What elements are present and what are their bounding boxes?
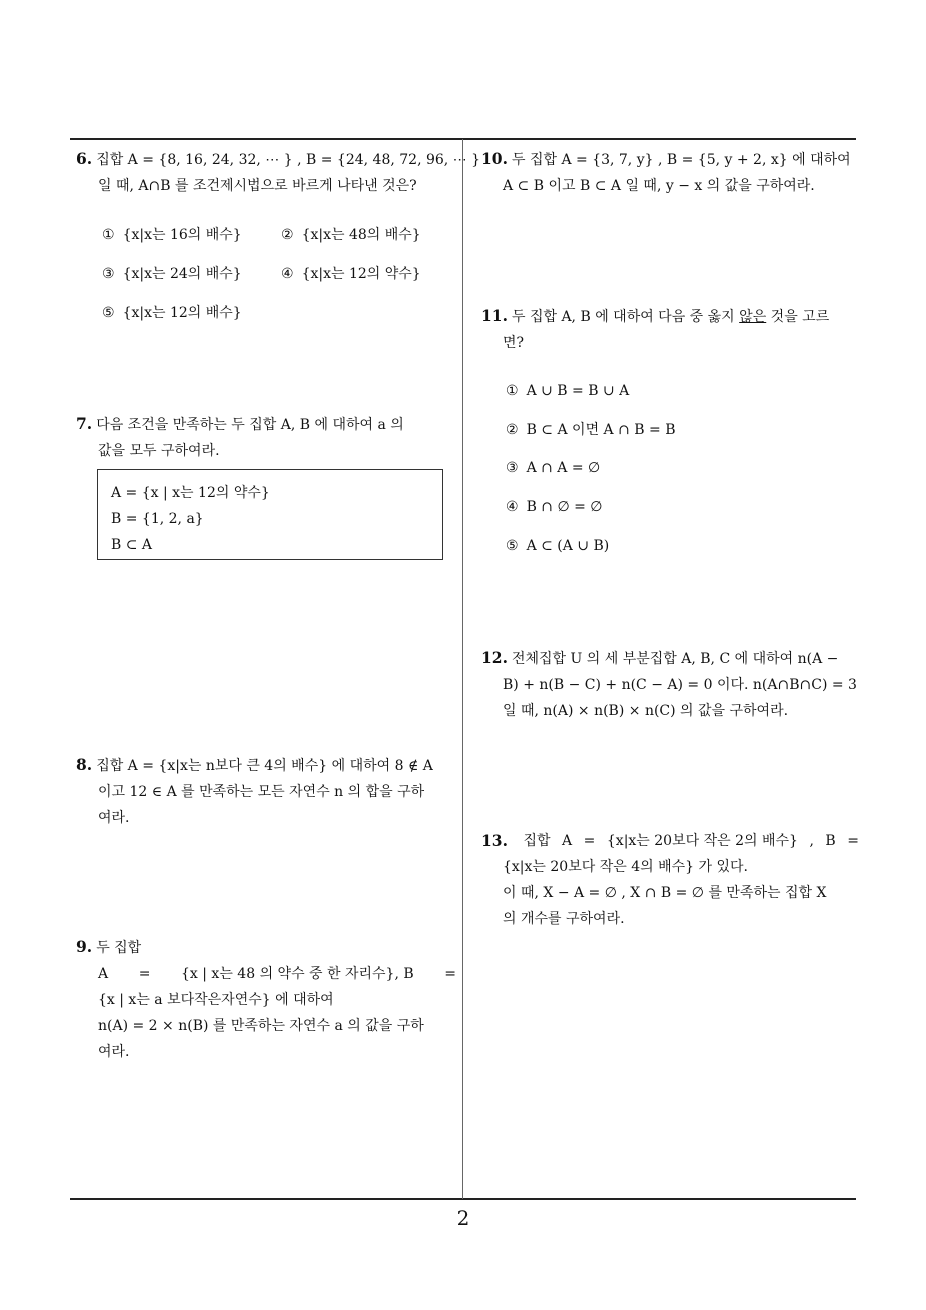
choice-text: {x|x는 16의 배수} xyxy=(122,227,242,243)
problem-number: 10. xyxy=(481,149,508,168)
choice-mark: ② xyxy=(281,227,294,243)
choice-mark: ④ xyxy=(506,499,519,515)
problem-text: 집합 A = {x|x는 n보다 큰 4의 배수} 에 대하여 8 ∉ A xyxy=(96,758,433,774)
choice-mark: ③ xyxy=(102,266,115,282)
problem-text: 두 집합 A = {3, 7, y} , B = {5, y + 2, x} 에 대하여 xyxy=(511,152,851,168)
problem-text: n(A) = 2 × n(B) 를 만족하는 자연수 a 의 값을 구하 xyxy=(98,1018,424,1034)
problem-number: 11. xyxy=(481,306,508,325)
text-part: = xyxy=(847,833,859,849)
problem-text: 두 집합 A, B 에 대하여 다음 중 옳지 xyxy=(511,309,740,325)
text-part: = xyxy=(138,966,151,982)
choice-4 xyxy=(281,263,421,285)
choice-text: {x|x는 24의 배수} xyxy=(122,266,242,282)
problem-text: 다음 조건을 만족하는 두 집합 A, B 에 대하여 a 의 xyxy=(96,417,404,433)
condition-line: A = {x | x는 12의 약수} xyxy=(111,485,270,501)
choice-mark: ② xyxy=(506,422,519,438)
text-part: B xyxy=(825,833,836,849)
problem-number: 9. xyxy=(76,937,93,956)
problem-text: 면? xyxy=(503,335,525,351)
problem-number: 6. xyxy=(76,149,93,168)
problem-text: 값을 모두 구하여라. xyxy=(98,443,220,459)
condition-line: B = {1, 2, a} xyxy=(111,511,204,527)
choice-text: B ∩ ∅ = ∅ xyxy=(526,499,603,515)
problem-9 xyxy=(76,934,456,1065)
text-part: , xyxy=(809,833,814,849)
problem-text: A ⊂ B 이고 B ⊂ A 일 때, y − x 의 값을 구하여라. xyxy=(503,178,815,194)
choice-text: {x|x는 48의 배수} xyxy=(301,227,421,243)
choice-4 xyxy=(506,496,603,518)
text-part: = xyxy=(583,833,596,849)
choice-1 xyxy=(506,380,629,402)
choice-2 xyxy=(506,419,676,441)
problem-text: 전체집합 U 의 세 부분집합 A, B, C 에 대하여 n(A − xyxy=(511,651,839,667)
choice-mark: ⑤ xyxy=(102,305,115,321)
choice-text: {x|x는 12의 약수} xyxy=(301,266,421,282)
problem-text: B) + n(B − C) + n(C − A) = 0 이다. n(A∩B∩C) = 3 xyxy=(503,677,857,693)
problem-13 xyxy=(481,828,859,932)
page-number: 2 xyxy=(456,1206,470,1230)
problem-number: 7. xyxy=(76,414,93,433)
problem-text-justified xyxy=(481,828,859,854)
choice-text: {x|x는 12의 배수} xyxy=(122,305,242,321)
problem-text: 일 때, A∩B 를 조건제시법으로 바르게 나타낸 것은? xyxy=(98,178,417,194)
problem-number: 13. xyxy=(481,831,508,850)
choice-mark: ④ xyxy=(281,266,294,282)
bottom-rule xyxy=(70,1198,856,1200)
choice-2 xyxy=(281,224,421,246)
condition-box xyxy=(97,469,443,560)
problem-text: 이고 12 ∈ A 를 만족하는 모든 자연수 n 의 합을 구하 xyxy=(98,784,425,800)
problem-text: 두 집합 xyxy=(96,940,142,956)
text-part: = xyxy=(444,966,456,982)
choice-5 xyxy=(102,302,242,324)
problem-text: 여라. xyxy=(98,1044,130,1060)
text-part: {x | x는 48 의 약수 중 한 자리수}, B xyxy=(181,966,414,982)
text-part: 집합 xyxy=(523,833,551,849)
choice-text: A ∪ B = B ∪ A xyxy=(526,383,630,399)
choice-mark: ③ xyxy=(506,460,519,476)
choice-text: B ⊂ A 이면 A ∩ B = B xyxy=(526,422,676,438)
problem-text: {x | x는 a 보다작은자연수} 에 대하여 xyxy=(98,992,334,1008)
choice-mark: ⑤ xyxy=(506,538,519,554)
column-divider xyxy=(462,139,463,1199)
problem-number: 12. xyxy=(481,648,508,667)
choice-3 xyxy=(506,457,600,479)
choice-text: A ⊂ (A ∪ B) xyxy=(526,538,610,554)
problem-text: 여라. xyxy=(98,810,130,826)
choice-text: A ∩ A = ∅ xyxy=(526,460,601,476)
problem-12 xyxy=(481,645,857,724)
top-rule xyxy=(70,138,856,140)
underlined-word: 않은 xyxy=(739,309,767,325)
problem-text: 일 때, n(A) × n(B) × n(C) 의 값을 구하여라. xyxy=(503,703,789,719)
choice-1 xyxy=(102,224,242,246)
condition-line: B ⊂ A xyxy=(111,537,153,553)
problem-text: {x|x는 20보다 작은 4의 배수} 가 있다. xyxy=(503,859,748,875)
problem-6 xyxy=(76,146,480,199)
choice-3 xyxy=(102,263,242,285)
text-part: A xyxy=(98,966,109,982)
problem-11 xyxy=(481,303,829,356)
choice-5 xyxy=(506,535,609,557)
problem-text: 의 개수를 구하여라. xyxy=(503,911,625,927)
choice-mark: ① xyxy=(506,383,519,399)
text-part: A xyxy=(562,833,573,849)
text-part: {x|x는 20보다 작은 2의 배수} xyxy=(606,833,798,849)
problem-10 xyxy=(481,146,851,199)
problem-8 xyxy=(76,752,433,831)
problem-text: 집합 A = {8, 16, 24, 32, ⋯ } , B = {24, 48, 72, 96, ⋯ } xyxy=(96,152,481,168)
problem-text-justified xyxy=(76,961,456,987)
problem-text: 이 때, X − A = ∅ , X ∩ B = ∅ 를 만족하는 집합 X xyxy=(503,885,827,901)
choice-mark: ① xyxy=(102,227,115,243)
problem-7 xyxy=(76,411,404,464)
problem-number: 8. xyxy=(76,755,93,774)
problem-text: 것을 고르 xyxy=(766,309,830,325)
